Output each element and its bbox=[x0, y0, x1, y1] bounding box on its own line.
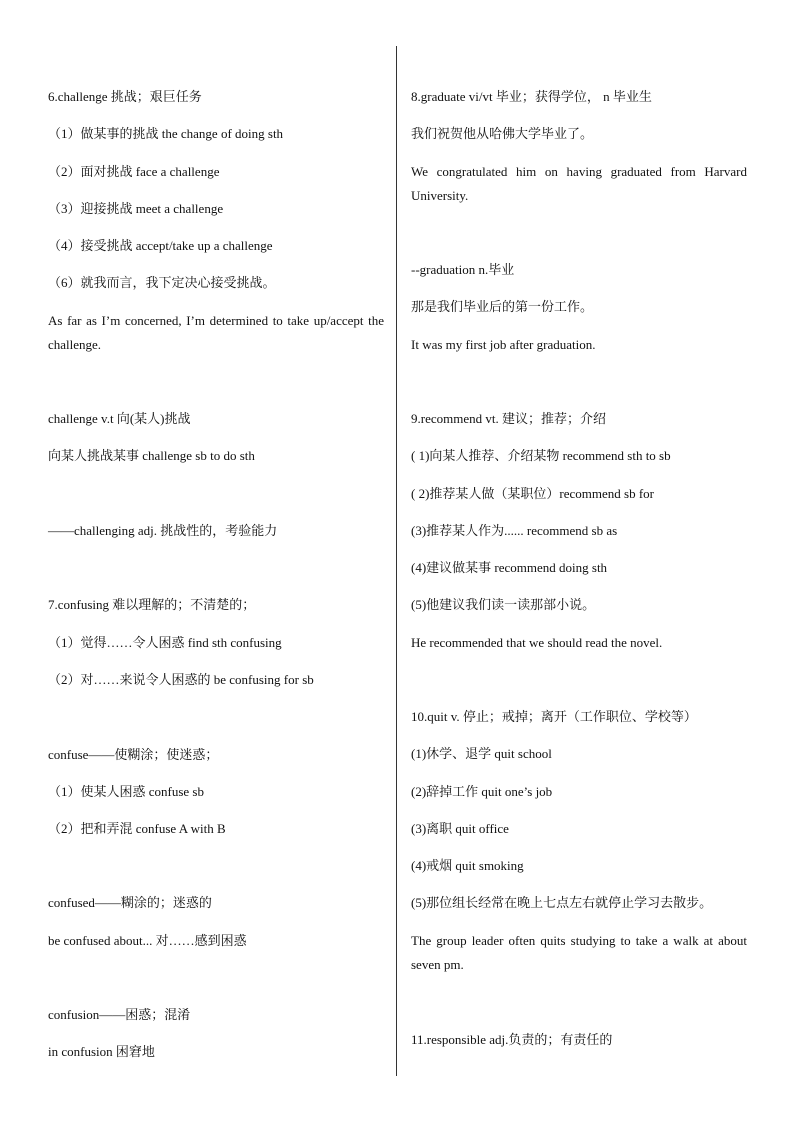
text-line: ——challenging adj. 挑战性的，考验能力 bbox=[48, 523, 278, 538]
text-line: ( 1)向某人推荐、介绍某物 recommend sth to sb bbox=[411, 448, 671, 463]
text-line: 11.responsible adj.负责的；有责任的 bbox=[411, 1032, 613, 1047]
text-line: (3)离职 quit office bbox=[411, 821, 509, 836]
text-line: (4)戒烟 quit smoking bbox=[411, 858, 524, 873]
text-line: It was my first job after graduation. bbox=[411, 337, 596, 352]
text-line: （1）做某事的挑战 the change of doing sth bbox=[48, 126, 284, 141]
example-sentence: The group leader often quits studying to take a walk at about seven pm. bbox=[411, 933, 747, 972]
text-line: (2)辞掉工作 quit one’s job bbox=[411, 784, 553, 799]
text-line: He recommended that we should read the novel. bbox=[411, 635, 663, 650]
text-line: （1）觉得……令人困惑 find sth confusing bbox=[48, 635, 282, 650]
text-line: (3)推荐某人作为...... recommend sb as bbox=[411, 523, 618, 538]
text-line: （1）使某人困惑 confuse sb bbox=[48, 784, 204, 799]
text-line: 8.graduate vi/vt 毕业；获得学位， n 毕业生 bbox=[411, 89, 652, 104]
text-line: （3）迎接挑战 meet a challenge bbox=[48, 201, 224, 216]
text-line: confuse——使糊涂；使迷惑； bbox=[48, 747, 219, 762]
example-sentence: We congratulated him on having graduated from Harvard University. bbox=[411, 164, 747, 203]
text-line: 那是我们毕业后的第一份工作。 bbox=[411, 299, 594, 314]
text-line: challenge v.t 向(某人)挑战 bbox=[48, 411, 191, 426]
text-line: （2）面对挑战 face a challenge bbox=[48, 164, 220, 179]
text-line: in confusion 困窘地 bbox=[48, 1044, 155, 1059]
text-line: （4）接受挑战 accept/take up a challenge bbox=[48, 238, 273, 253]
text-line: (5)他建议我们读一读那部小说。 bbox=[411, 597, 596, 612]
text-line: --graduation n.毕业 bbox=[411, 262, 515, 277]
text-line: (5)那位组长经常在晚上七点左右就停止学习去散步。 bbox=[411, 895, 713, 910]
text-line: 9.recommend vt. 建议；推荐；介绍 bbox=[411, 411, 606, 426]
text-line: confusion——困惑；混淆 bbox=[48, 1007, 191, 1022]
text-line: (1)休学、退学 quit school bbox=[411, 746, 552, 761]
text-line: （2）把和弄混 confuse A with B bbox=[48, 821, 226, 836]
text-line: 向某人挑战某事 challenge sb to do sth bbox=[48, 448, 255, 463]
text-line: 7.confusing 难以理解的；不清楚的； bbox=[48, 597, 256, 612]
text-line: （6）就我而言，我下定决心接受挑战。 bbox=[48, 275, 276, 290]
text-line: ( 2)推荐某人做（某职位）recommend sb for bbox=[411, 486, 654, 501]
text-line: 6.challenge 挑战；艰巨任务 bbox=[48, 89, 202, 104]
text-line: confused——糊涂的；迷惑的 bbox=[48, 895, 212, 910]
column-divider bbox=[396, 46, 397, 1076]
text-line: （2）对……来说令人困惑的 be confusing for sb bbox=[48, 672, 314, 687]
example-sentence: As far as I’m concerned, I’m determined to take up/accept the challenge. bbox=[48, 313, 384, 352]
text-line: (4)建议做某事 recommend doing sth bbox=[411, 560, 608, 575]
text-line: 我们祝贺他从哈佛大学毕业了。 bbox=[411, 126, 594, 141]
text-line: be confused about... 对……感到困惑 bbox=[48, 933, 247, 948]
text-line: 10.quit v. 停止；戒掉；离开（工作职位、学校等） bbox=[411, 709, 697, 724]
